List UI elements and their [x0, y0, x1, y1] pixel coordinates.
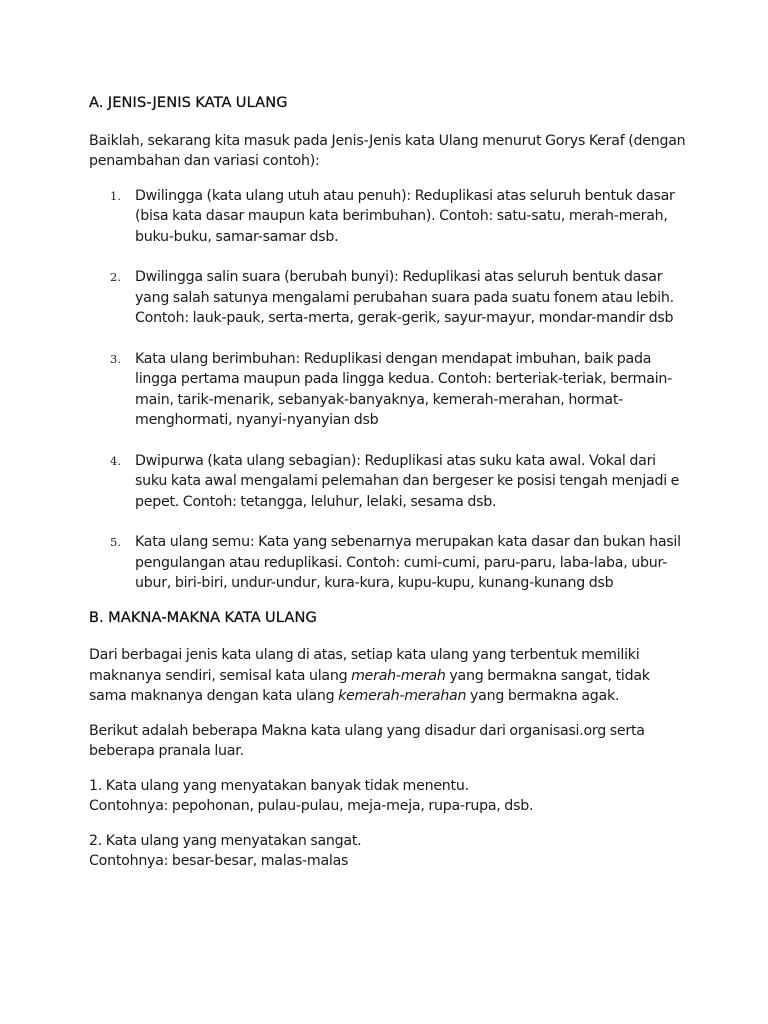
- meaning-item: [89, 831, 689, 872]
- list-item-text: Dwipurwa (kata ulang sebagian): Reduplikasi atas suku kata awal. Vokal dari suku kata awal mengalami pelemahan dan bergeser ke posisi tengah menjadi e pepet. Contoh: tetangga, leluhur, lelaki, sesama dsb.: [135, 452, 680, 510]
- list-item: [89, 267, 689, 329]
- intro-text: Dari berbagai jenis kata ulang di atas, setiap kata ulang yang terbentuk memiliki maknanya sendiri, semisal kata ulang: [89, 647, 640, 684]
- meaning-example: Contohnya: pepohonan, pulau-pulau, meja-meja, rupa-rupa, dsb.: [89, 798, 534, 814]
- example-italic-kemerah-merahan: kemerah-merahan: [338, 688, 467, 704]
- list-item-text: Kata ulang semu: Kata yang sebenarnya merupakan kata dasar dan bukan hasil pengulangan atau reduplikasi. Contoh: cumi-cumi, paru-paru, laba-laba, ubur-ubur, biri-biri, undur-undur, kura-kura, kupu-kupu, kunang-kunang dsb: [135, 534, 681, 591]
- meaning-title: 2. Kata ulang yang menyatakan sangat.: [89, 832, 362, 849]
- example-italic-merah-merah: merah-merah: [351, 667, 446, 684]
- document-page: [89, 93, 689, 872]
- list-number: 3.: [110, 351, 121, 366]
- list-item: [89, 451, 689, 513]
- meaning-item: [89, 776, 689, 817]
- section-b-intro: [89, 645, 689, 707]
- list-item: [89, 186, 689, 248]
- list-number: 2.: [110, 270, 121, 284]
- kata-ulang-types-list: [89, 186, 689, 594]
- meaning-example: Contohnya: besar-besar, malas-malas: [89, 853, 349, 869]
- list-item: [89, 532, 689, 594]
- section-a-intro: Baiklah, sekarang kita masuk pada Jenis-Jenis kata Ulang menurut Gorys Keraf (dengan penambahan dan variasi contoh):: [89, 132, 686, 169]
- intro-text: yang bermakna sangat, tidak sama maknanya dengan kata ulang: [89, 667, 650, 704]
- section-a-heading: A. JENIS-JENIS KATA ULANG: [89, 94, 288, 111]
- source-note: Berikut adalah beberapa Makna kata ulang yang disadur dari organisasi.org serta beberapa pranala luar.: [89, 722, 645, 759]
- meaning-title: 1. Kata ulang yang menyatakan banyak tidak menentu.: [89, 777, 469, 794]
- section-b-heading: B. MAKNA-MAKNA KATA ULANG: [89, 608, 317, 626]
- list-item-text: Dwilingga salin suara (berubah bunyi): Reduplikasi atas seluruh bentuk dasar yang salah satunya mengalami perubahan suara pada suatu fonem atau lebih. Contoh: lauk-pauk, serta-merta, gerak-gerik, sayur-mayur, mondar-mandir dsb: [135, 269, 674, 326]
- list-item-text: Kata ulang berimbuhan: Reduplikasi dengan mendapat imbuhan, baik pada lingga pertama maupun pada lingga kedua. Contoh: berteriak-teriak, bermain-main, tarik-menarik, sebanyak-banyaknya, kemerah-merahan, hormat-menghormati, nyanyi-nyanyian dsb: [135, 350, 672, 428]
- list-number: 1.: [110, 188, 121, 203]
- list-item: [89, 349, 689, 431]
- list-number: 4.: [110, 453, 121, 468]
- list-item-text: Dwilingga (kata ulang utuh atau penuh): Reduplikasi atas seluruh bentuk dasar (bisa kata dasar maupun kata berimbuhan). Contoh: satu-satu, merah-merah, buku-buku, samar-samar dsb.: [135, 187, 675, 245]
- intro-text: yang bermakna agak.: [466, 688, 620, 704]
- list-number: 5.: [110, 535, 121, 549]
